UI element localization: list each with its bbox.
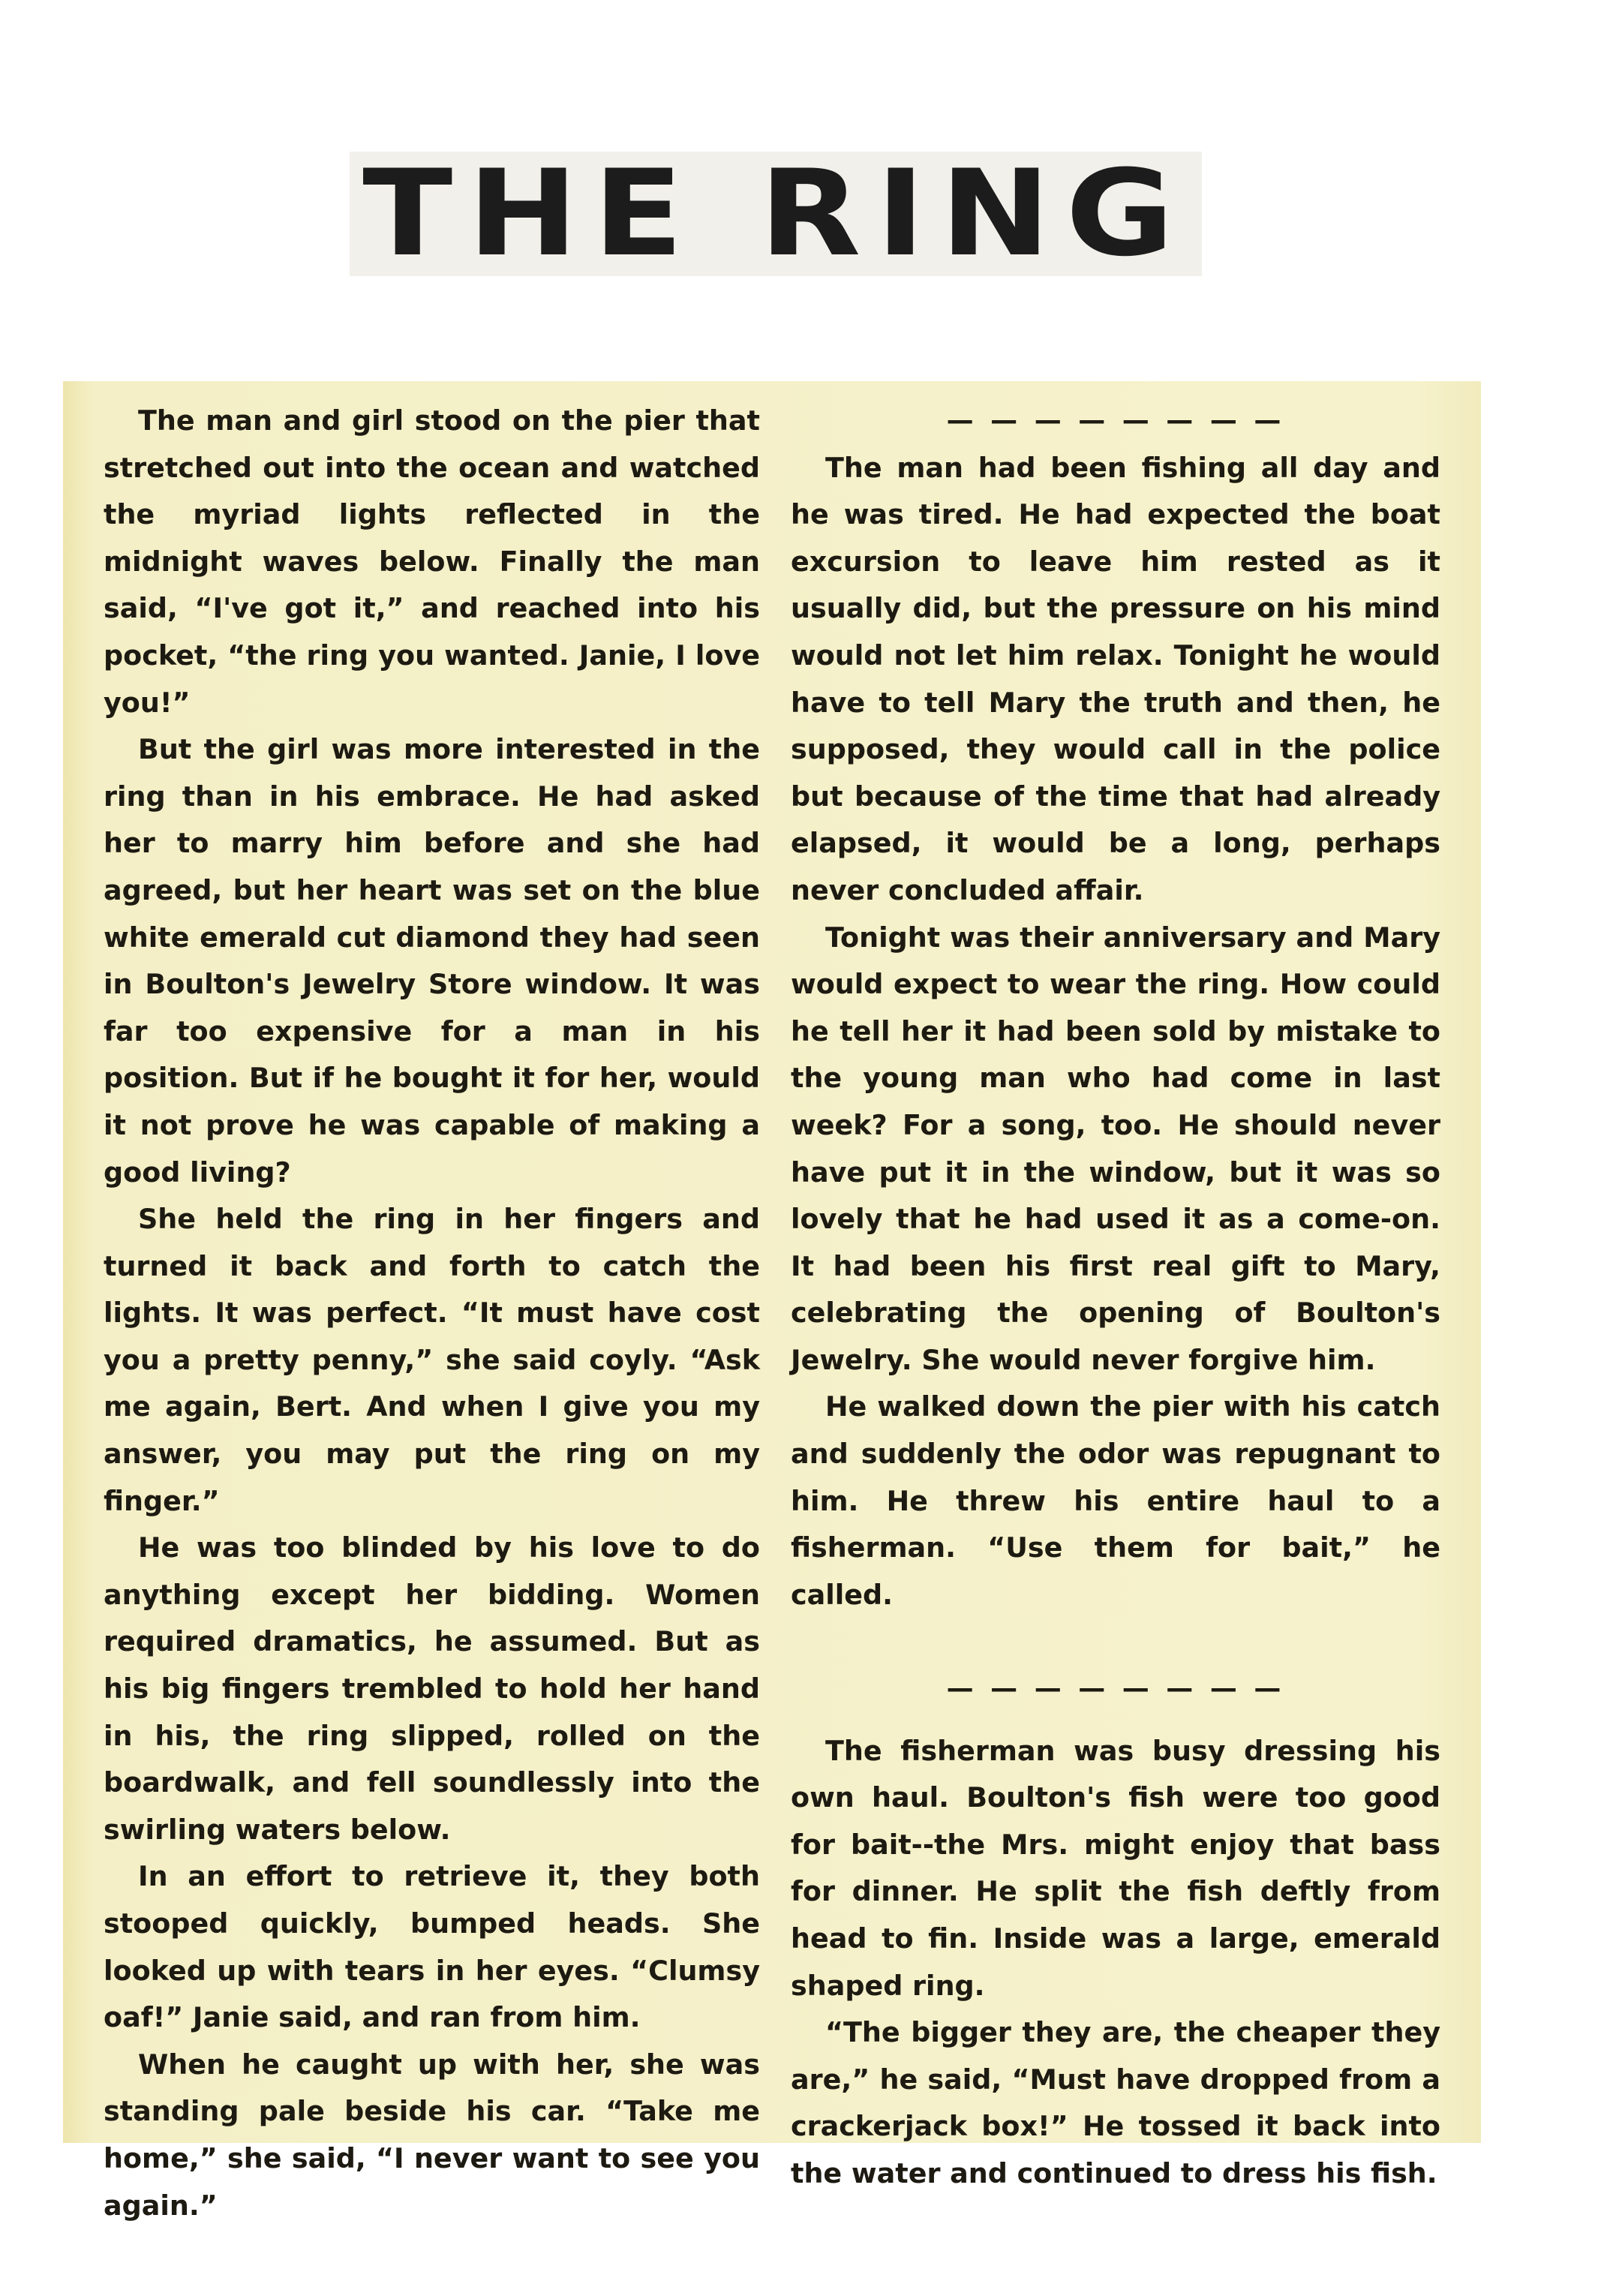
paragraph: The man and girl stood on the pier that stretched out into the ocean and watched the myriad lights reflected in the midnight waves below. Finally the man said, “I've got it,” and reached into his pocket, “the ring you wanted. Janie, I love you!” [104, 404, 760, 719]
paragraph: The fisherman was busy dressing his own haul. Boulton's fish were too good for bait--the Mrs. might enjoy that bass for dinner. He split the fish deftly from head to fin. Inside was a large, emerald shaped ring. [791, 1734, 1440, 2002]
story-panel [63, 381, 1481, 2222]
paragraph: He walked down the pier with his catch and suddenly the odor was repugnant to him. He threw his entire haul to a fisherman. “Use them for bait,” he called. [791, 1390, 1440, 1611]
section-divider [791, 1666, 1440, 1713]
right-column [791, 398, 1440, 2198]
divider-dashes: — — — — — — — — [946, 1673, 1285, 1705]
paragraph: The man had been fishing all day and he was tired. He had expected the boat excursion to leave him rested as it usually did, but the pressure on his mind would not let him relax. Tonight he would have to tell Mary the truth and then, he supposed, they would call in the police but because of the time that had already elapsed, it would be a long, perhaps never concluded affair. [791, 451, 1440, 906]
spacer [791, 1713, 1440, 1728]
paragraph: When he caught up with her, she was standing pale beside his car. “Take me home,” she said, “I never want to see you again.” [104, 2048, 760, 2222]
title-banner [350, 144, 1202, 283]
paragraph: She held the ring in her fingers and turned it back and forth to catch the lights. It was perfect. “It must have cost you a pretty penny,” she said coyly. “Ask me again, Bert. And when I give you my answer, you may put the ring on my finger.” [104, 1203, 760, 1517]
story-title: THE RING [362, 144, 1189, 283]
left-column [104, 398, 760, 2229]
divider-dashes: — — — — — — — — [946, 405, 1285, 436]
paragraph: Tonight was their anniversary and Mary would expect to wear the ring. How could he tell her it had been sold by mistake to the young man who had come in last week? For a song, too. He should never have put it in the window, but it was so lovely that he had used it as a come-on. It had been his first real gift to Mary, celebrating the opening of Boulton's Jewelry. She would never forgive him. [791, 921, 1440, 1376]
paragraph: He was too blinded by his love to do anything except her bidding. Women required dramatics, he assumed. But as his big fingers trembled to hold her hand in his, the ring slipped, rolled on the boardwalk, and fell soundlessly into the swirling waters below. [104, 1531, 760, 1846]
paragraph: But the girl was more interested in the ring than in his embrace. He had asked her to marry him before and she had agreed, but her heart was set on the blue white emerald cut diamond they had seen in Boulton's Jewelry Store window. It was far too expensive for a man in his position. But if he bought it for her, would it not prove he was capable of making a good living? [104, 733, 760, 1189]
section-divider [791, 398, 1440, 445]
paragraph: In an effort to retrieve it, they both stooped quickly, bumped heads. She looked up with tears in her eyes. “Clumsy oaf!” Janie said, and ran from him. [104, 1860, 760, 2034]
paragraph: “The bigger they are, the cheaper they are,” he said, “Must have dropped from a crackerjack box!” He tossed it back into the water and continued to dress his fish. [791, 2016, 1440, 2189]
spacer [791, 1618, 1440, 1666]
